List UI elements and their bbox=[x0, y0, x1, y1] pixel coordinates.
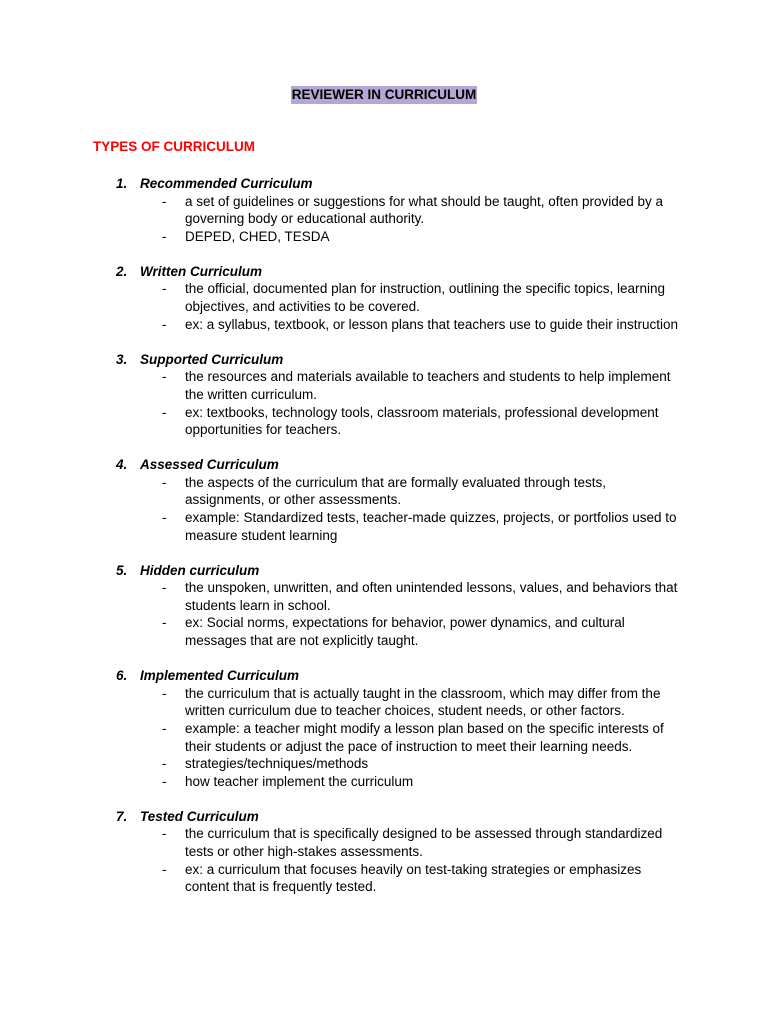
bullet-text: strategies/techniques/methods bbox=[185, 756, 369, 772]
dash-marker: - bbox=[162, 193, 167, 209]
bullet-point bbox=[0, 685, 768, 720]
bullet-point bbox=[0, 193, 768, 228]
item-heading bbox=[0, 808, 768, 826]
item-heading bbox=[0, 667, 768, 685]
dash-marker: - bbox=[162, 580, 167, 596]
dash-marker: - bbox=[162, 474, 167, 490]
bullet-point bbox=[0, 579, 768, 614]
item-number: 6. bbox=[116, 668, 128, 684]
dash-marker: - bbox=[162, 228, 167, 244]
item-number: 1. bbox=[116, 176, 128, 191]
bullet-point bbox=[0, 861, 768, 896]
bullet-text: DEPED, CHED, TESDA bbox=[185, 228, 330, 244]
list-item bbox=[0, 263, 768, 333]
title-row bbox=[0, 86, 768, 104]
bullet-point bbox=[0, 825, 768, 860]
dash-marker: - bbox=[162, 773, 167, 789]
bullet-text: ex: textbooks, technology tools, classroom materials, professional development opportunities for teachers. bbox=[185, 404, 659, 438]
list-item bbox=[0, 562, 768, 650]
list-item bbox=[0, 351, 768, 439]
dash-marker: - bbox=[162, 615, 167, 631]
dash-marker: - bbox=[162, 510, 167, 525]
item-title: Implemented Curriculum bbox=[140, 668, 300, 684]
item-title: Tested Curriculum bbox=[140, 808, 259, 824]
item-number: 5. bbox=[116, 562, 128, 578]
item-number: 4. bbox=[116, 457, 128, 473]
item-number: 3. bbox=[116, 351, 128, 367]
dash-marker: - bbox=[162, 281, 167, 297]
bullet-point bbox=[0, 509, 768, 544]
bullet-point bbox=[0, 755, 768, 773]
item-title: Assessed Curriculum bbox=[140, 457, 279, 473]
list-item bbox=[0, 175, 768, 245]
bullet-text: the resources and materials available to teachers and students to help implement the written curriculum. bbox=[185, 369, 671, 402]
dash-marker: - bbox=[162, 720, 167, 736]
bullet-text: example: Standardized tests, teacher-made quizzes, projects, or portfolios used to measure student learning bbox=[185, 510, 677, 543]
bullet-point bbox=[0, 280, 768, 315]
bullet-point bbox=[0, 404, 768, 439]
item-heading bbox=[0, 562, 768, 580]
bullet-text: ex: a syllabus, textbook, or lesson plans that teachers use to guide their instruction bbox=[185, 316, 679, 332]
item-title: Written Curriculum bbox=[140, 263, 263, 279]
bullet-text: a set of guidelines or suggestions for what should be taught, often provided by a governing body or educational authority. bbox=[185, 193, 664, 227]
list-item bbox=[0, 808, 768, 896]
list-item bbox=[0, 456, 768, 544]
item-heading bbox=[0, 456, 768, 474]
bullet-point bbox=[0, 720, 768, 755]
item-heading bbox=[0, 175, 768, 193]
bullet-point bbox=[0, 614, 768, 649]
item-title: Supported Curriculum bbox=[140, 351, 284, 367]
dash-marker: - bbox=[162, 861, 167, 877]
item-heading bbox=[0, 351, 768, 369]
item-title: Hidden curriculum bbox=[140, 562, 260, 578]
dash-marker: - bbox=[162, 756, 167, 772]
dash-marker: - bbox=[162, 316, 167, 332]
bullet-point bbox=[0, 228, 768, 246]
bullet-point bbox=[0, 368, 768, 403]
bullet-text: the official, documented plan for instruction, outlining the specific topics, learning objectives, and activities to be covered. bbox=[185, 281, 666, 315]
bullet-point bbox=[0, 474, 768, 509]
list-item bbox=[0, 667, 768, 790]
bullet-point bbox=[0, 316, 768, 334]
item-number: 2. bbox=[116, 263, 128, 279]
item-number: 7. bbox=[116, 808, 128, 824]
bullet-text: the unspoken, unwritten, and often unintended lessons, values, and behaviors that students learn in school. bbox=[185, 580, 678, 613]
section-heading: TYPES OF CURRICULUM bbox=[93, 139, 255, 154]
bullet-text: ex: Social norms, expectations for behavior, power dynamics, and cultural messages that are not explicitly taught. bbox=[185, 615, 625, 649]
curriculum-types-list bbox=[0, 175, 768, 913]
bullet-text: the curriculum that is specifically designed to be assessed through standardized tests or other high-stakes assessments. bbox=[185, 826, 663, 859]
item-title: Recommended Curriculum bbox=[140, 176, 313, 191]
dash-marker: - bbox=[162, 826, 167, 842]
item-heading bbox=[0, 263, 768, 281]
bullet-text: the curriculum that is actually taught in the classroom, which may differ from the written curriculum due to teacher choices, student needs, or other factors. bbox=[185, 685, 661, 719]
bullet-point bbox=[0, 773, 768, 791]
dash-marker: - bbox=[162, 369, 167, 385]
dash-marker: - bbox=[162, 685, 167, 701]
bullet-text: example: a teacher might modify a lesson plan based on the specific interests of their students or adjust the pace of instruction to meet their learning needs. bbox=[185, 720, 664, 754]
bullet-text: the aspects of the curriculum that are formally evaluated through tests, assignments, or other assessments. bbox=[185, 474, 606, 508]
bullet-text: how teacher implement the curriculum bbox=[185, 773, 414, 789]
bullet-text: ex: a curriculum that focuses heavily on test-taking strategies or emphasizes content that is frequently tested. bbox=[185, 861, 642, 895]
document-title: REVIEWER IN CURRICULUM bbox=[291, 87, 477, 102]
dash-marker: - bbox=[162, 404, 167, 420]
